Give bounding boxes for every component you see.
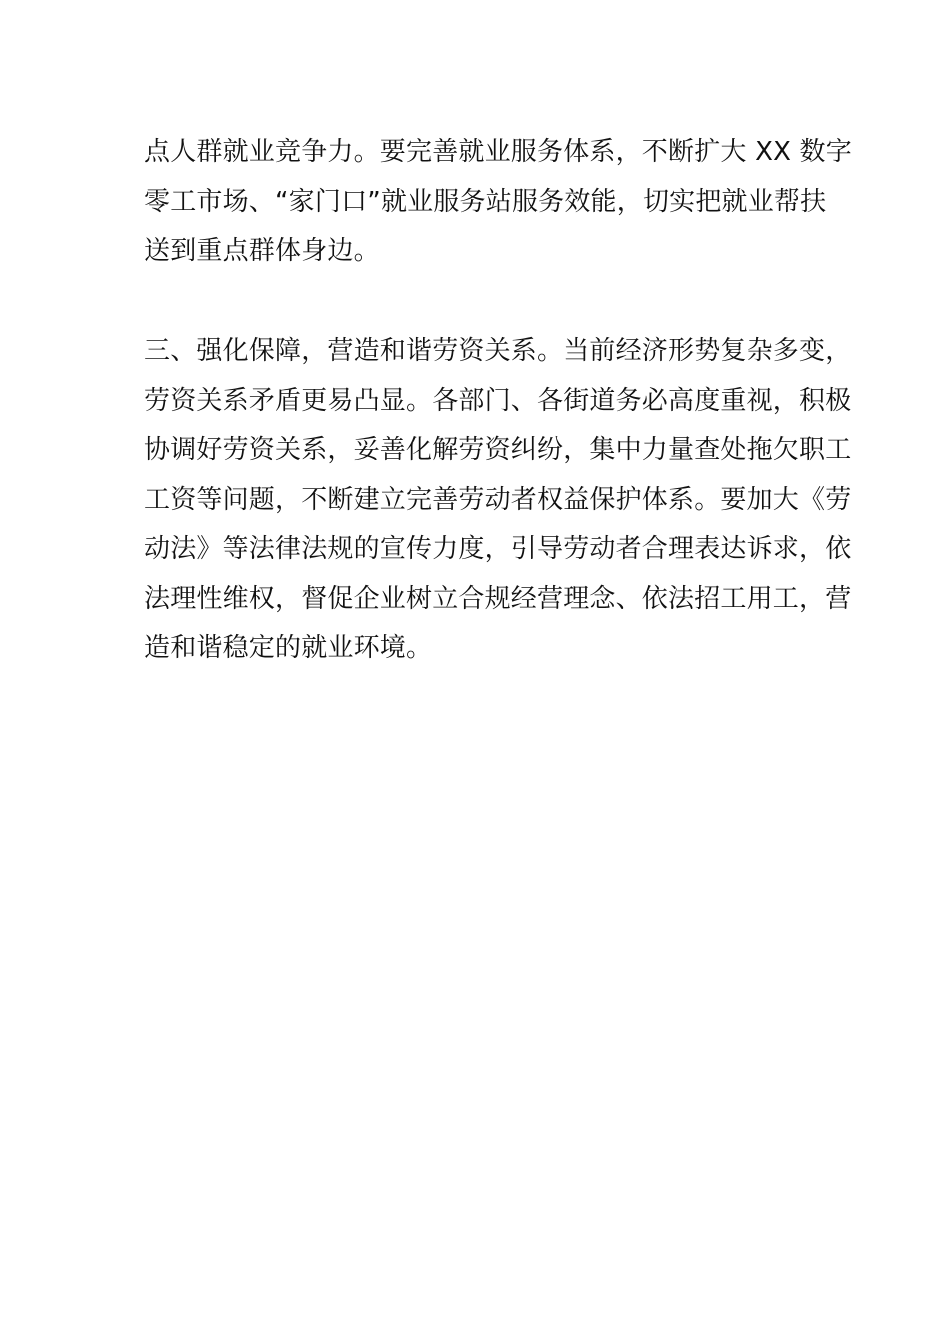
text-line: 零工市场、“家门口”就业服务站服务效能，切实把就业帮扶 [144, 186, 827, 217]
text-line: 三、强化保障，营造和谐劳资关系。当前经济形势复杂多变， [144, 336, 852, 366]
paragraph-employment-services [144, 128, 852, 277]
paragraph-labor-relations [144, 327, 852, 674]
text-line: 协调好劳资关系，妥善化解劳资纠纷，集中力量查处拖欠职工 [144, 435, 852, 465]
text-line: 动法》等法律法规的宣传力度，引导劳动者合理表达诉求，依 [144, 534, 852, 564]
text-line: 送到重点群体身边。 [144, 236, 380, 266]
text-line: 法理性维权，督促企业树立合规经营理念、依法招工用工，营 [144, 583, 852, 614]
text-line: 造和谐稳定的就业环境。 [144, 633, 433, 663]
text-line: 点人群就业竞争力。要完善就业服务体系，不断扩大 XX 数字 [144, 137, 852, 167]
text-line: 劳资关系矛盾更易凸显。各部门、各街道务必高度重视，积极 [144, 385, 852, 416]
text-line: 工资等问题，不断建立完善劳动者权益保护体系。要加大《劳 [144, 484, 852, 515]
